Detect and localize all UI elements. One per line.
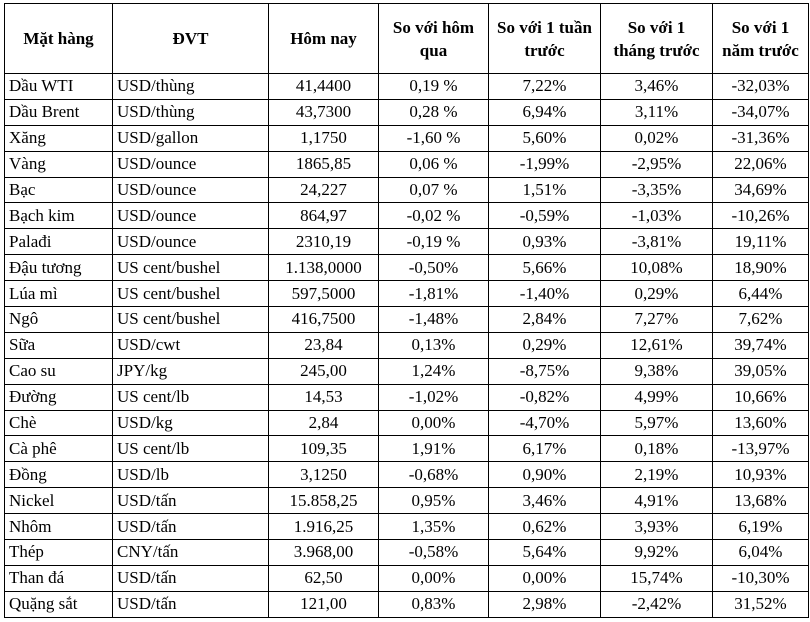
cell-today: 62,50 [269,565,379,591]
table-row [5,358,809,384]
cell-vs-week: 0,90% [489,462,601,488]
cell-vs-year: 19,11% [713,229,809,255]
cell-vs-year: 13,68% [713,488,809,514]
cell-vs-month: -2,42% [601,591,713,617]
cell-today: 1.138,0000 [269,255,379,281]
cell-item: Nickel [5,488,113,514]
cell-vs-day: 1,24% [379,358,489,384]
table-row [5,462,809,488]
cell-vs-year: 6,44% [713,281,809,307]
cell-vs-week: 6,94% [489,99,601,125]
cell-item: Cà phê [5,436,113,462]
cell-today: 597,5000 [269,281,379,307]
cell-today: 2,84 [269,410,379,436]
table-row [5,203,809,229]
table-row [5,307,809,333]
cell-vs-month: 9,38% [601,358,713,384]
cell-vs-month: 3,46% [601,74,713,100]
header-vs-year: So với 1 năm trước [713,4,809,74]
header-today: Hôm nay [269,4,379,74]
cell-vs-day: 0,07 % [379,177,489,203]
cell-vs-year: 13,60% [713,410,809,436]
table-row [5,436,809,462]
cell-vs-month: 2,19% [601,462,713,488]
cell-vs-week: 6,17% [489,436,601,462]
table-row [5,384,809,410]
cell-item: Palađi [5,229,113,255]
cell-vs-day: 0,28 % [379,99,489,125]
header-vs-month: So với 1 tháng trước [601,4,713,74]
cell-vs-year: 6,04% [713,540,809,566]
header-row [5,4,809,74]
cell-vs-month: -2,95% [601,151,713,177]
cell-vs-day: -0,50% [379,255,489,281]
table-row [5,410,809,436]
cell-today: 14,53 [269,384,379,410]
cell-vs-year: -10,26% [713,203,809,229]
cell-today: 23,84 [269,332,379,358]
cell-unit: CNY/tấn [113,540,269,566]
cell-vs-day: -0,58% [379,540,489,566]
cell-item: Than đá [5,565,113,591]
cell-unit: USD/kg [113,410,269,436]
cell-vs-month: -3,81% [601,229,713,255]
cell-unit: USD/thùng [113,99,269,125]
cell-unit: US cent/bushel [113,281,269,307]
cell-vs-month: 3,11% [601,99,713,125]
cell-item: Nhôm [5,514,113,540]
cell-item: Cao su [5,358,113,384]
cell-vs-day: 0,06 % [379,151,489,177]
cell-unit: USD/cwt [113,332,269,358]
table-row [5,488,809,514]
cell-vs-month: 9,92% [601,540,713,566]
cell-item: Chè [5,410,113,436]
cell-vs-week: 2,98% [489,591,601,617]
cell-item: Đường [5,384,113,410]
table-row [5,177,809,203]
cell-vs-month: 0,29% [601,281,713,307]
cell-vs-year: 10,66% [713,384,809,410]
commodity-price-table [4,3,809,618]
table-row [5,332,809,358]
table-row [5,74,809,100]
cell-item: Dầu Brent [5,99,113,125]
cell-vs-month: 12,61% [601,332,713,358]
cell-vs-day: -1,81% [379,281,489,307]
cell-unit: USD/ounce [113,229,269,255]
cell-vs-week: 5,64% [489,540,601,566]
cell-vs-month: 0,02% [601,125,713,151]
cell-today: 41,4400 [269,74,379,100]
cell-vs-week: 5,66% [489,255,601,281]
cell-vs-week: -8,75% [489,358,601,384]
cell-vs-month: 7,27% [601,307,713,333]
cell-vs-week: 0,29% [489,332,601,358]
cell-vs-month: 4,91% [601,488,713,514]
cell-today: 1865,85 [269,151,379,177]
table-row [5,565,809,591]
table-row [5,125,809,151]
table-row [5,151,809,177]
cell-vs-year: 39,74% [713,332,809,358]
cell-unit: USD/tấn [113,591,269,617]
cell-item: Sữa [5,332,113,358]
table-row [5,540,809,566]
cell-vs-year: -31,36% [713,125,809,151]
cell-unit: USD/gallon [113,125,269,151]
cell-vs-year: -13,97% [713,436,809,462]
cell-unit: JPY/kg [113,358,269,384]
cell-vs-day: 0,00% [379,410,489,436]
cell-unit: USD/ounce [113,151,269,177]
cell-vs-year: 6,19% [713,514,809,540]
table-row [5,281,809,307]
cell-vs-week: 7,22% [489,74,601,100]
cell-unit: USD/lb [113,462,269,488]
cell-today: 2310,19 [269,229,379,255]
cell-vs-month: -3,35% [601,177,713,203]
cell-today: 3.968,00 [269,540,379,566]
cell-today: 15.858,25 [269,488,379,514]
cell-vs-day: -0,19 % [379,229,489,255]
header-vs-day: So với hôm qua [379,4,489,74]
cell-item: Thép [5,540,113,566]
cell-vs-day: 0,13% [379,332,489,358]
cell-vs-year: 10,93% [713,462,809,488]
cell-unit: US cent/lb [113,436,269,462]
cell-vs-week: 1,51% [489,177,601,203]
table-row [5,99,809,125]
cell-today: 3,1250 [269,462,379,488]
cell-vs-day: -1,02% [379,384,489,410]
table-row [5,229,809,255]
cell-today: 121,00 [269,591,379,617]
cell-unit: USD/tấn [113,488,269,514]
cell-vs-day: 0,00% [379,565,489,591]
cell-vs-week: 2,84% [489,307,601,333]
table-row [5,255,809,281]
cell-vs-week: 0,93% [489,229,601,255]
cell-item: Bạc [5,177,113,203]
cell-item: Bạch kim [5,203,113,229]
cell-item: Vàng [5,151,113,177]
cell-unit: USD/ounce [113,177,269,203]
cell-vs-year: 31,52% [713,591,809,617]
cell-vs-month: 15,74% [601,565,713,591]
cell-vs-day: 1,35% [379,514,489,540]
cell-vs-year: -34,07% [713,99,809,125]
cell-vs-day: 0,19 % [379,74,489,100]
cell-today: 24,227 [269,177,379,203]
cell-vs-year: 7,62% [713,307,809,333]
table-row [5,591,809,617]
cell-vs-month: 10,08% [601,255,713,281]
cell-vs-year: 34,69% [713,177,809,203]
cell-today: 109,35 [269,436,379,462]
cell-vs-month: 5,97% [601,410,713,436]
cell-today: 416,7500 [269,307,379,333]
cell-vs-day: -1,48% [379,307,489,333]
cell-vs-day: 1,91% [379,436,489,462]
header-vs-week: So với 1 tuần trước [489,4,601,74]
cell-item: Quặng sắt [5,591,113,617]
cell-today: 245,00 [269,358,379,384]
cell-vs-week: 3,46% [489,488,601,514]
table-row [5,514,809,540]
cell-unit: USD/tấn [113,565,269,591]
cell-vs-week: 5,60% [489,125,601,151]
cell-vs-day: 0,83% [379,591,489,617]
cell-vs-month: 3,93% [601,514,713,540]
cell-vs-day: -0,68% [379,462,489,488]
cell-unit: US cent/bushel [113,255,269,281]
cell-vs-month: -1,03% [601,203,713,229]
cell-today: 1.916,25 [269,514,379,540]
cell-vs-week: -1,40% [489,281,601,307]
cell-unit: USD/tấn [113,514,269,540]
cell-vs-week: -0,82% [489,384,601,410]
cell-vs-week: 0,62% [489,514,601,540]
cell-today: 43,7300 [269,99,379,125]
cell-vs-week: 0,00% [489,565,601,591]
cell-unit: US cent/lb [113,384,269,410]
header-item: Mặt hàng [5,4,113,74]
cell-vs-year: -10,30% [713,565,809,591]
cell-today: 1,1750 [269,125,379,151]
cell-item: Xăng [5,125,113,151]
cell-unit: USD/ounce [113,203,269,229]
cell-vs-week: -1,99% [489,151,601,177]
cell-vs-year: -32,03% [713,74,809,100]
cell-vs-month: 0,18% [601,436,713,462]
cell-vs-day: 0,95% [379,488,489,514]
cell-vs-year: 39,05% [713,358,809,384]
cell-vs-month: 4,99% [601,384,713,410]
cell-item: Dầu WTI [5,74,113,100]
header-unit: ĐVT [113,4,269,74]
cell-vs-year: 18,90% [713,255,809,281]
cell-unit: USD/thùng [113,74,269,100]
cell-unit: US cent/bushel [113,307,269,333]
cell-item: Ngô [5,307,113,333]
cell-today: 864,97 [269,203,379,229]
cell-vs-week: -0,59% [489,203,601,229]
cell-vs-week: -4,70% [489,410,601,436]
cell-item: Lúa mì [5,281,113,307]
cell-item: Đậu tương [5,255,113,281]
cell-vs-day: -0,02 % [379,203,489,229]
cell-item: Đồng [5,462,113,488]
cell-vs-year: 22,06% [713,151,809,177]
cell-vs-day: -1,60 % [379,125,489,151]
